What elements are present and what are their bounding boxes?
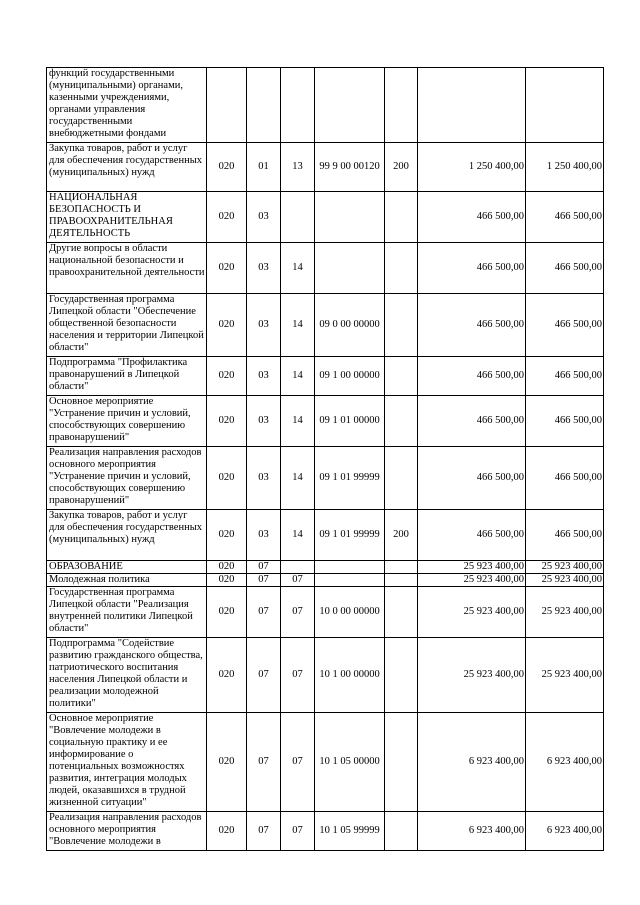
row-subsection: 13 xyxy=(281,143,315,192)
row-name: Другие вопросы в области национальной безопасности и правоохранительной деятельности xyxy=(47,243,207,294)
row-amount-1: 466 500,00 xyxy=(418,447,526,510)
row-target-article: 09 1 01 00000 xyxy=(315,396,385,447)
row-subsection: 14 xyxy=(281,294,315,357)
row-target-article: 10 1 05 99999 xyxy=(315,812,385,851)
row-subsection: 07 xyxy=(281,812,315,851)
row-expense-type xyxy=(385,68,418,143)
row-amount-1: 1 250 400,00 xyxy=(418,143,526,192)
row-admin-code: 020 xyxy=(207,396,247,447)
row-admin-code: 020 xyxy=(207,143,247,192)
row-amount-1: 6 923 400,00 xyxy=(418,713,526,812)
row-amount-1: 25 923 400,00 xyxy=(418,574,526,587)
row-admin-code: 020 xyxy=(207,447,247,510)
row-name: Молодежная политика xyxy=(47,574,207,587)
row-amount-2 xyxy=(526,68,604,143)
row-amount-1: 466 500,00 xyxy=(418,243,526,294)
row-expense-type xyxy=(385,396,418,447)
row-section: 07 xyxy=(247,574,281,587)
row-admin-code: 020 xyxy=(207,510,247,561)
row-name: Реализация направления расходов основного мероприятия "Вовлечение молодежи в xyxy=(47,812,207,851)
row-expense-type xyxy=(385,574,418,587)
row-expense-type xyxy=(385,638,418,713)
row-admin-code: 020 xyxy=(207,812,247,851)
row-name: Государственная программа Липецкой области "Обеспечение общественной безопасности населения и территории Липецкой области" xyxy=(47,294,207,357)
row-name: Подпрограмма "Профилактика правонарушений в Липецкой области" xyxy=(47,357,207,396)
row-target-article: 09 1 00 00000 xyxy=(315,357,385,396)
row-section: 07 xyxy=(247,713,281,812)
row-amount-1: 25 923 400,00 xyxy=(418,561,526,574)
row-expense-type xyxy=(385,812,418,851)
table-row xyxy=(47,574,604,587)
row-amount-2: 466 500,00 xyxy=(526,510,604,561)
table-row xyxy=(47,713,604,812)
table-row xyxy=(47,68,604,143)
row-expense-type xyxy=(385,561,418,574)
row-amount-2: 466 500,00 xyxy=(526,294,604,357)
row-amount-2: 6 923 400,00 xyxy=(526,713,604,812)
row-admin-code: 020 xyxy=(207,713,247,812)
row-admin-code: 020 xyxy=(207,192,247,243)
row-admin-code: 020 xyxy=(207,561,247,574)
row-subsection: 07 xyxy=(281,638,315,713)
row-name: Государственная программа Липецкой области "Реализация внутренней политики Липецкой области" xyxy=(47,587,207,638)
row-amount-2: 25 923 400,00 xyxy=(526,587,604,638)
row-amount-2: 466 500,00 xyxy=(526,396,604,447)
row-section: 03 xyxy=(247,243,281,294)
row-amount-2: 466 500,00 xyxy=(526,192,604,243)
row-section: 03 xyxy=(247,357,281,396)
row-subsection: 14 xyxy=(281,357,315,396)
row-name: Закупка товаров, работ и услуг для обеспечения государственных (муниципальных) нужд xyxy=(47,510,207,561)
row-admin-code xyxy=(207,68,247,143)
row-admin-code: 020 xyxy=(207,574,247,587)
row-admin-code: 020 xyxy=(207,587,247,638)
table-row xyxy=(47,396,604,447)
row-amount-2: 466 500,00 xyxy=(526,447,604,510)
row-amount-1: 466 500,00 xyxy=(418,294,526,357)
row-subsection: 14 xyxy=(281,396,315,447)
row-subsection: 14 xyxy=(281,447,315,510)
row-section: 07 xyxy=(247,638,281,713)
row-amount-2: 466 500,00 xyxy=(526,243,604,294)
row-expense-type xyxy=(385,192,418,243)
row-amount-2: 25 923 400,00 xyxy=(526,574,604,587)
row-name: Основное мероприятие "Устранение причин и условий, способствующих совершению правонарушений" xyxy=(47,396,207,447)
row-target-article: 10 1 00 00000 xyxy=(315,638,385,713)
row-target-article xyxy=(315,192,385,243)
table-row xyxy=(47,638,604,713)
row-target-article: 10 0 00 00000 xyxy=(315,587,385,638)
row-target-article: 99 9 00 00120 xyxy=(315,143,385,192)
row-section: 03 xyxy=(247,192,281,243)
row-name: ОБРАЗОВАНИЕ xyxy=(47,561,207,574)
row-amount-1: 466 500,00 xyxy=(418,510,526,561)
table-row xyxy=(47,357,604,396)
row-amount-1: 25 923 400,00 xyxy=(418,638,526,713)
row-amount-1: 466 500,00 xyxy=(418,192,526,243)
row-name: Основное мероприятие "Вовлечение молодежи в социальную практику и ее информирование о потенциальных возможностях развития, интеграция молодых людей, оказавшихся в трудной жизненной ситуации" xyxy=(47,713,207,812)
row-name: НАЦИОНАЛЬНАЯ БЕЗОПАСНОСТЬ И ПРАВООХРАНИТЕЛЬНАЯ ДЕЯТЕЛЬНОСТЬ xyxy=(47,192,207,243)
table-row xyxy=(47,294,604,357)
table-row xyxy=(47,510,604,561)
row-name: функций государственными (муниципальными) органами, казенными учреждениями, органами управления государственными внебюджетными фондами xyxy=(47,68,207,143)
row-amount-1: 25 923 400,00 xyxy=(418,587,526,638)
row-expense-type xyxy=(385,294,418,357)
budget-table xyxy=(46,67,604,851)
row-amount-2: 1 250 400,00 xyxy=(526,143,604,192)
table-row xyxy=(47,243,604,294)
row-subsection: 07 xyxy=(281,587,315,638)
row-expense-type xyxy=(385,447,418,510)
row-amount-2: 25 923 400,00 xyxy=(526,638,604,713)
row-admin-code: 020 xyxy=(207,638,247,713)
row-subsection: 07 xyxy=(281,713,315,812)
row-expense-type: 200 xyxy=(385,143,418,192)
table-row xyxy=(47,192,604,243)
row-section: 03 xyxy=(247,510,281,561)
row-target-article xyxy=(315,68,385,143)
table-row xyxy=(47,812,604,851)
row-expense-type xyxy=(385,243,418,294)
row-amount-1: 466 500,00 xyxy=(418,357,526,396)
row-name: Подпрограмма "Содействие развитию гражданского общества, патриотического воспитания населения Липецкой области и реализации молодежной политики" xyxy=(47,638,207,713)
table-row xyxy=(47,561,604,574)
row-target-article: 09 1 01 99999 xyxy=(315,447,385,510)
row-subsection xyxy=(281,68,315,143)
row-subsection xyxy=(281,192,315,243)
row-target-article: 10 1 05 00000 xyxy=(315,713,385,812)
row-amount-2: 466 500,00 xyxy=(526,357,604,396)
row-amount-1 xyxy=(418,68,526,143)
row-target-article xyxy=(315,561,385,574)
row-target-article: 09 1 01 99999 xyxy=(315,510,385,561)
row-expense-type: 200 xyxy=(385,510,418,561)
row-section: 07 xyxy=(247,587,281,638)
row-expense-type xyxy=(385,357,418,396)
row-section xyxy=(247,68,281,143)
row-section: 07 xyxy=(247,812,281,851)
row-subsection: 14 xyxy=(281,243,315,294)
row-section: 01 xyxy=(247,143,281,192)
row-subsection xyxy=(281,561,315,574)
row-target-article: 09 0 00 00000 xyxy=(315,294,385,357)
row-subsection: 14 xyxy=(281,510,315,561)
row-section: 03 xyxy=(247,447,281,510)
table-row xyxy=(47,143,604,192)
row-expense-type xyxy=(385,713,418,812)
row-section: 07 xyxy=(247,561,281,574)
row-admin-code: 020 xyxy=(207,294,247,357)
row-amount-2: 25 923 400,00 xyxy=(526,561,604,574)
row-admin-code: 020 xyxy=(207,243,247,294)
row-amount-1: 466 500,00 xyxy=(418,396,526,447)
row-amount-1: 6 923 400,00 xyxy=(418,812,526,851)
row-section: 03 xyxy=(247,294,281,357)
table-row xyxy=(47,447,604,510)
table-row xyxy=(47,587,604,638)
row-section: 03 xyxy=(247,396,281,447)
row-admin-code: 020 xyxy=(207,357,247,396)
row-name: Реализация направления расходов основного мероприятия "Устранение причин и условий, способствующих совершению правонарушений" xyxy=(47,447,207,510)
row-name: Закупка товаров, работ и услуг для обеспечения государственных (муниципальных) нужд xyxy=(47,143,207,192)
row-subsection: 07 xyxy=(281,574,315,587)
row-target-article xyxy=(315,243,385,294)
row-amount-2: 6 923 400,00 xyxy=(526,812,604,851)
row-expense-type xyxy=(385,587,418,638)
row-target-article xyxy=(315,574,385,587)
